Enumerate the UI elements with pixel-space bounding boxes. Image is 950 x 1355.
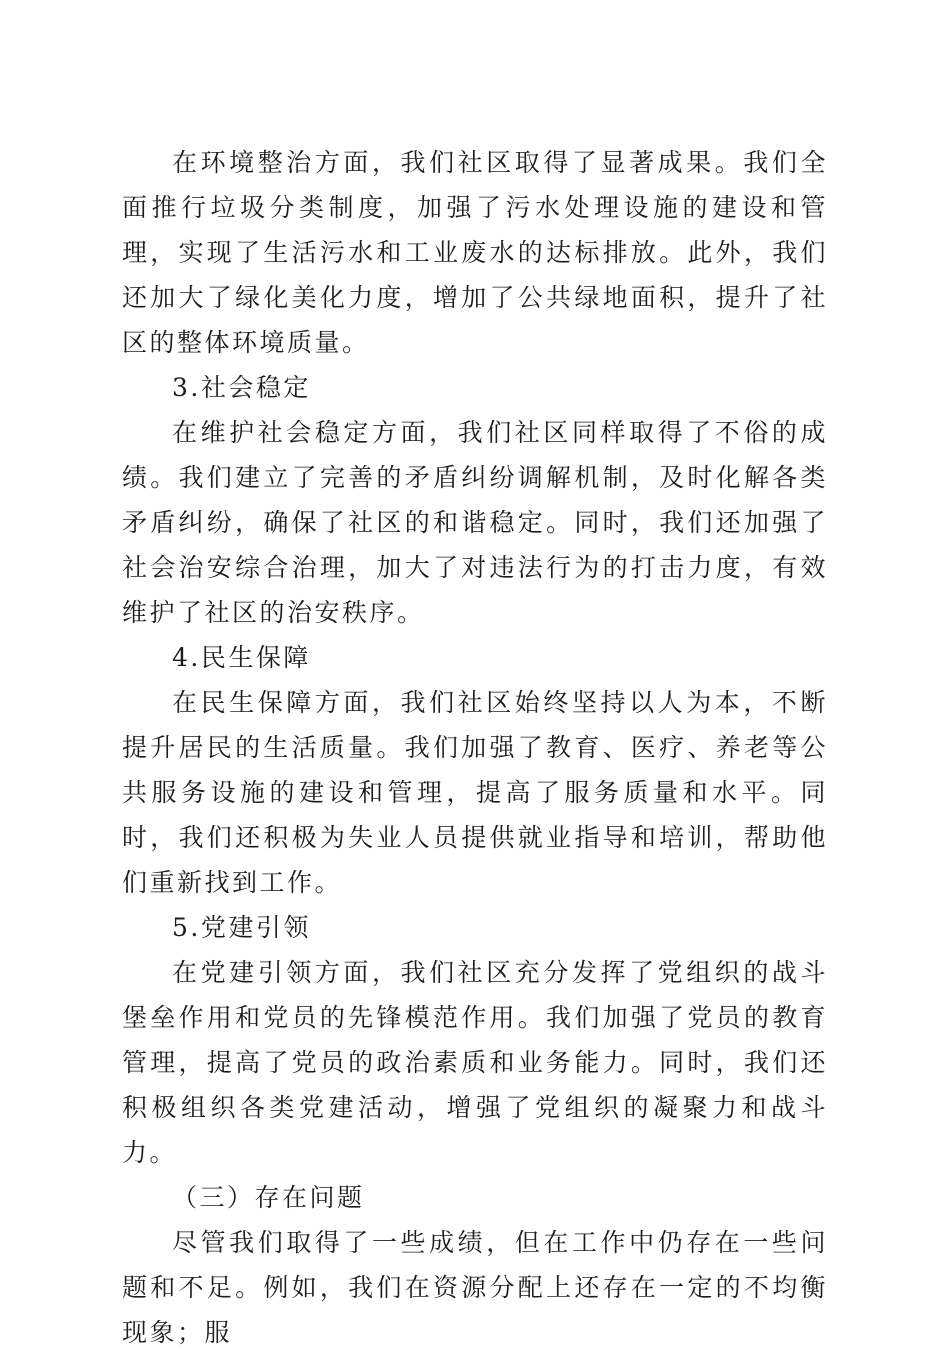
section-heading-party-building: 5.党建引领: [172, 913, 311, 942]
paragraph-party-building: 在党建引领方面，我们社区充分发挥了党组织的战斗堡垒作用和党员的先锋模范作用。我们加强了党员的教育管理，提高了党员的政治素质和业务能力。同时，我们还积极组织各类党建活动，增强了党组织的凝聚力和战斗力。: [122, 958, 828, 1167]
section-heading-social-stability: 3.社会稳定: [172, 373, 311, 402]
paragraph-problems: 尽管我们取得了一些成绩，但在工作中仍存在一些问题和不足。例如，我们在资源分配上还存在一定的不均衡现象；服: [122, 1228, 828, 1347]
document-body: [122, 140, 828, 1355]
paragraph-environment: 在环境整治方面，我们社区取得了显著成果。我们全面推行垃圾分类制度，加强了污水处理设施的建设和管理，实现了生活污水和工业废水的达标排放。此外，我们还加大了绿化美化力度，增加了公共绿地面积，提升了社区的整体环境质量。: [122, 148, 828, 357]
paragraph-social-stability: 在维护社会稳定方面，我们社区同样取得了不俗的成绩。我们建立了完善的矛盾纠纷调解机制，及时化解各类矛盾纠纷，确保了社区的和谐稳定。同时，我们还加强了社会治安综合治理，加大了对违法行为的打击力度，有效维护了社区的治安秩序。: [122, 418, 828, 627]
section-heading-problems: （三）存在问题: [172, 1183, 365, 1212]
paragraph-livelihood: 在民生保障方面，我们社区始终坚持以人为本，不断提升居民的生活质量。我们加强了教育、医疗、养老等公共服务设施的建设和管理，提高了服务质量和水平。同时，我们还积极为失业人员提供就业指导和培训，帮助他们重新找到工作。: [122, 688, 828, 897]
section-heading-livelihood: 4.民生保障: [172, 643, 311, 672]
